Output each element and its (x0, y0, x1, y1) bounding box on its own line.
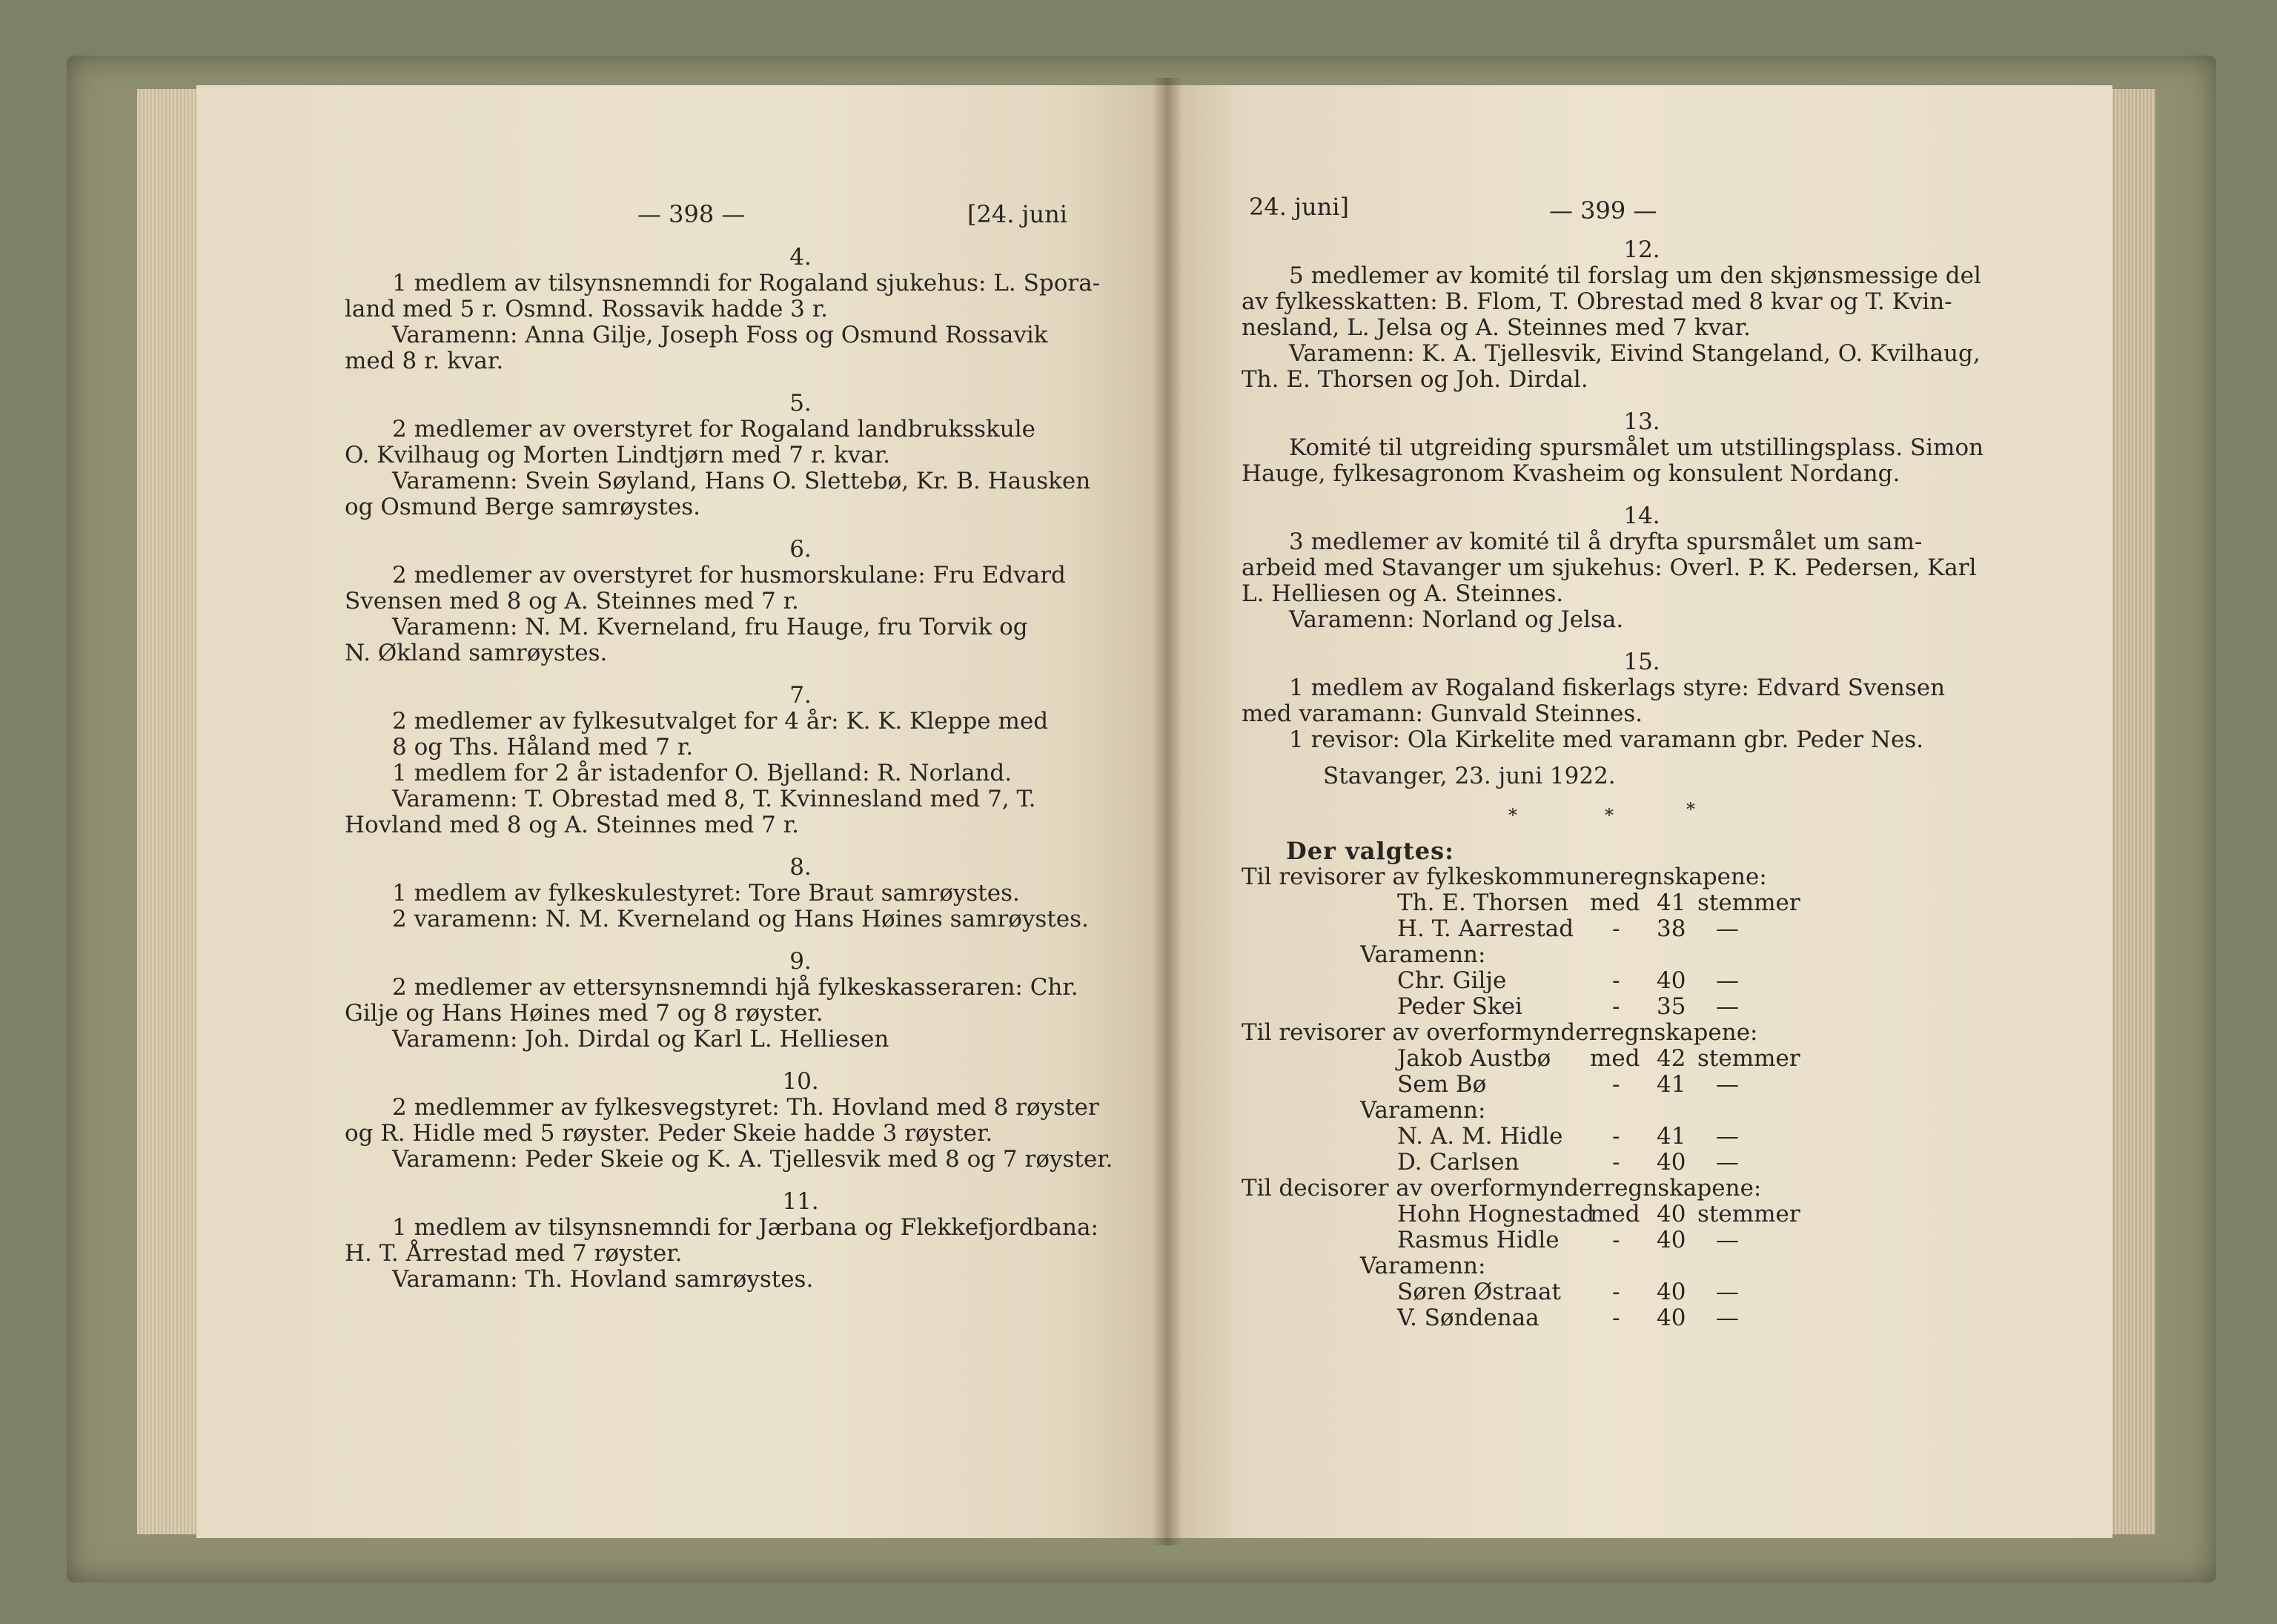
text-line: og R. Hidle med 5 røyster. Peder Skeie hadde 3 røyster. (345, 1120, 993, 1147)
vote-suffix: — (1716, 1123, 1739, 1150)
text-line: Varamenn: Norland og Jelsa. (1289, 606, 1624, 633)
text-line: 2 medlemer av overstyret for Rogaland landbruksskule (392, 416, 1036, 443)
right-text-column (1242, 237, 2042, 1331)
vote-row (1242, 916, 2042, 942)
vote-suffix: — (1716, 1071, 1739, 1098)
elected-heading: Der valgtes: (1286, 837, 1454, 865)
text-line: 1 medlem av tilsynsnemndi for Jærbana og Flekkefjordbana: (392, 1214, 1098, 1241)
text-line: 2 medlemer av fylkesutvalget for 4 år: K. K. Kleppe med (392, 708, 1049, 735)
vote-suffix: — (1716, 1305, 1739, 1331)
text-line: Varamenn: N. M. Kverneland, fru Hauge, fru Torvik og (392, 614, 1028, 640)
section-number: 14. (1623, 503, 1660, 529)
vote-votes: 35 (1657, 993, 1686, 1020)
text-line: O. Kvilhaug og Morten Lindtjørn med 7 r. kvar. (345, 442, 890, 468)
vote-name: N. A. M. Hidle (1397, 1123, 1563, 1150)
text-line: av fylkesskatten: B. Flom, T. Obrestad med 8 kvar og T. Kvin- (1242, 288, 1952, 315)
vote-mark: - (1612, 993, 1620, 1020)
vote-name: Th. E. Thorsen (1397, 889, 1569, 916)
vote-mark: - (1612, 1305, 1620, 1331)
vote-votes: 41 (1657, 889, 1686, 916)
group-heading: Til decisorer av overformynderregnskapene: (1242, 1175, 1762, 1202)
text-line: Hauge, fylkesagronom Kvasheim og konsulent Nordang. (1242, 460, 1900, 487)
text-line: H. T. Årrestad med 7 røyster. (345, 1240, 683, 1267)
vote-votes: 40 (1657, 1279, 1686, 1305)
text-line: Varamenn: K. A. Tjellesvik, Eivind Stangeland, O. Kvilhaug, (1289, 340, 1981, 367)
vote-name: Chr. Gilje (1397, 967, 1507, 994)
vote-votes: 40 (1657, 1201, 1686, 1227)
vote-name: Rasmus Hidle (1397, 1227, 1560, 1253)
vote-name: V. Søndenaa (1397, 1305, 1539, 1331)
vote-row (1242, 1279, 2042, 1305)
text-line: 2 medlemer av overstyret for husmorskulane: Fru Edvard (392, 562, 1066, 589)
closing-line: Stavanger, 23. juni 1922. (1323, 763, 1616, 789)
text-line: og Osmund Berge samrøystes. (345, 494, 700, 520)
vote-votes: 40 (1657, 1305, 1686, 1331)
text-line: L. Helliesen og A. Steinnes. (1242, 580, 1564, 607)
vote-row (1242, 1227, 2042, 1253)
vote-row (1242, 994, 2042, 1020)
text-line: land med 5 r. Osmnd. Rossavik hadde 3 r. (345, 296, 828, 322)
vote-name: Søren Østraat (1397, 1279, 1561, 1305)
text-line: 8 og Ths. Håland med 7 r. (392, 734, 694, 760)
vote-mark: med (1590, 1045, 1640, 1072)
vote-mark: - (1612, 1227, 1620, 1253)
text-line: 2 varamenn: N. M. Kverneland og Hans Høines samrøystes. (392, 906, 1089, 932)
vote-row (1242, 890, 2042, 916)
vote-suffix: — (1716, 1279, 1739, 1305)
vote-row (1242, 1124, 2042, 1150)
text-line: Varamenn: Joh. Dirdal og Karl L. Helliesen (392, 1026, 889, 1053)
text-line: 1 revisor: Ola Kirkelite med varamann gbr. Peder Nes. (1289, 726, 1924, 753)
vote-mark: - (1612, 967, 1620, 994)
vote-row (1242, 968, 2042, 994)
page-edges-left (137, 89, 198, 1534)
vote-row (1242, 1150, 2042, 1176)
vote-name: Hohn Hognestad (1397, 1201, 1595, 1227)
text-line: 3 medlemer av komité til å dryfta spursmålet um sam- (1289, 528, 1923, 555)
vote-row (1242, 1202, 2042, 1227)
text-line: Varamenn: Peder Skeie og K. A. Tjellesvik med 8 og 7 røyster. (392, 1146, 1113, 1173)
text-line: Hovland med 8 og A. Steinnes med 7 r. (345, 812, 800, 838)
text-line: Svensen med 8 og A. Steinnes med 7 r. (345, 588, 799, 614)
star: * (1508, 805, 1517, 826)
vote-row (1242, 1046, 2042, 1072)
text-line: Varamenn: Svein Søyland, Hans O. Slettebø, Kr. B. Hausken (392, 468, 1091, 494)
vote-name: H. T. Aarrestad (1397, 915, 1574, 942)
vote-name: Peder Skei (1397, 993, 1522, 1020)
vote-votes: 42 (1657, 1045, 1686, 1072)
section-number: 13. (1623, 408, 1660, 435)
section-number: 9. (789, 948, 812, 975)
vote-votes: 41 (1657, 1071, 1686, 1098)
left-page (196, 85, 1167, 1538)
section-number: 11. (782, 1188, 819, 1215)
vote-mark: - (1612, 1071, 1620, 1098)
vote-votes: 40 (1657, 1149, 1686, 1176)
vote-suffix: stemmer (1697, 1201, 1800, 1227)
section-number: 5. (789, 390, 812, 417)
page-edges-right (2111, 89, 2155, 1534)
vote-votes: 38 (1657, 915, 1686, 942)
text-line: 5 medlemer av komité til forslag um den skjønsmessige del (1289, 262, 1981, 289)
section-number: 7. (789, 682, 812, 709)
right-page-date: 24. juni] (1249, 193, 1349, 221)
vote-mark: - (1612, 1149, 1620, 1176)
vote-row (1242, 1072, 2042, 1098)
text-line: arbeid med Stavanger um sjukehus: Overl. P. K. Pedersen, Karl (1242, 554, 1977, 581)
vote-mark: med (1590, 1201, 1640, 1227)
section-number: 15. (1623, 649, 1660, 675)
substitutes-label: Varamenn: (1360, 1097, 1486, 1124)
group-heading: Til revisorer av fylkeskommuneregnskapene: (1242, 864, 1767, 890)
star: * (1686, 799, 1695, 820)
substitutes-label: Varamenn: (1360, 941, 1486, 968)
text-line: 1 medlem av Rogaland fiskerlags styre: Edvard Svensen (1289, 675, 1946, 701)
right-page-number: — 399 — (1549, 196, 1657, 225)
section-number: 4. (789, 244, 812, 271)
vote-mark: - (1612, 915, 1620, 942)
vote-suffix: stemmer (1697, 889, 1800, 916)
vote-suffix: stemmer (1697, 1045, 1800, 1072)
group-heading: Til revisorer av overformynderregnskapene: (1242, 1019, 1758, 1046)
text-line: 1 medlem for 2 år istadenfor O. Bjelland: R. Norland. (392, 760, 1012, 786)
vote-mark: - (1612, 1279, 1620, 1305)
text-line: Th. E. Thorsen og Joh. Dirdal. (1242, 366, 1588, 393)
text-line: med varamann: Gunvald Steinnes. (1242, 700, 1643, 727)
left-page-number: — 398 — (637, 200, 746, 228)
text-line: Varamenn: Anna Gilje, Joseph Foss og Osmund Rossavik (392, 322, 1048, 348)
text-line: 1 medlem av fylkeskulestyret: Tore Braut samrøystes. (392, 880, 1020, 907)
text-line: nesland, L. Jelsa og A. Steinnes med 7 kvar. (1242, 314, 1751, 341)
section-number: 8. (789, 854, 812, 881)
text-line: med 8 r. kvar. (345, 348, 504, 374)
vote-votes: 40 (1657, 967, 1686, 994)
vote-suffix: — (1716, 915, 1739, 942)
section-number: 12. (1623, 236, 1660, 263)
vote-row (1242, 1305, 2042, 1331)
vote-name: D. Carlsen (1397, 1149, 1519, 1176)
text-line: Gilje og Hans Høines med 7 og 8 røyster. (345, 1000, 823, 1027)
vote-suffix: — (1716, 967, 1739, 994)
text-line: Komité til utgreiding spursmålet um utstillingsplass. Simon (1289, 434, 1984, 461)
left-page-date: [24. juni (967, 200, 1067, 228)
vote-name: Jakob Austbø (1397, 1045, 1551, 1072)
separator-stars (1242, 797, 2042, 829)
vote-suffix: — (1716, 1227, 1739, 1253)
text-line: 2 medlemmer av fylkesvegstyret: Th. Hovland med 8 røyster (392, 1094, 1099, 1121)
section-number: 6. (789, 536, 812, 563)
section-number: 10. (782, 1068, 819, 1095)
vote-suffix: — (1716, 993, 1739, 1020)
left-text-column (345, 245, 1256, 1293)
vote-votes: 41 (1657, 1123, 1686, 1150)
text-line: N. Økland samrøystes. (345, 640, 608, 666)
substitutes-label: Varamenn: (1360, 1253, 1486, 1279)
text-line: Varamenn: T. Obrestad med 8, T. Kvinnesland med 7, T. (392, 786, 1036, 812)
text-line: Varamann: Th. Hovland samrøystes. (392, 1266, 814, 1293)
vote-votes: 40 (1657, 1227, 1686, 1253)
text-line: 2 medlemer av ettersynsnemndi hjå fylkeskasseraren: Chr. (392, 974, 1078, 1001)
vote-mark: - (1612, 1123, 1620, 1150)
vote-name: Sem Bø (1397, 1071, 1487, 1098)
book-gutter (1153, 78, 1182, 1545)
star: * (1605, 805, 1614, 826)
vote-suffix: — (1716, 1149, 1739, 1176)
vote-mark: med (1590, 889, 1640, 916)
right-page (1167, 85, 2112, 1538)
text-line: 1 medlem av tilsynsnemndi for Rogaland sjukehus: L. Spora- (392, 270, 1101, 296)
